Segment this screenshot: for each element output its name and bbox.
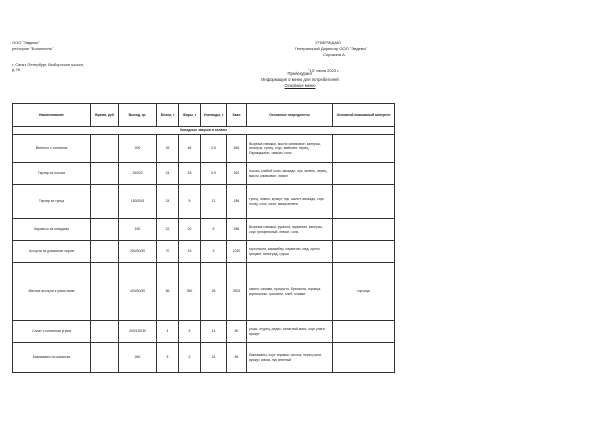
cell-weight: 150 bbox=[119, 219, 157, 241]
cell-price bbox=[91, 219, 119, 241]
approval-date: "15" июня 2023 г. bbox=[308, 68, 340, 73]
title-line-3: Основное меню bbox=[284, 83, 316, 88]
cell-weight: 150/20 bbox=[119, 163, 157, 185]
cell-f: 5 bbox=[179, 321, 201, 343]
cell-c: 0.5 bbox=[201, 135, 227, 163]
title-line-2: Информация о меню для потребителей bbox=[261, 77, 339, 82]
cell-p: 24 bbox=[157, 163, 179, 185]
cell-f: 350 bbox=[179, 263, 201, 321]
cell-f: 46 bbox=[179, 135, 201, 163]
cell-price bbox=[91, 321, 119, 343]
header-left bbox=[12, 40, 53, 52]
table-row bbox=[13, 263, 395, 321]
table-row bbox=[13, 185, 395, 219]
cell-weight: 200/30/30 bbox=[119, 241, 157, 263]
cell-f: 5 bbox=[179, 185, 201, 219]
cell-kcal: 186 bbox=[227, 185, 247, 219]
table-row bbox=[13, 135, 395, 163]
cell-price bbox=[91, 185, 119, 219]
cell-ingr: горгонзола, камамбер, пармезан, мед, орехи грецкие, виноград, груша bbox=[247, 241, 333, 263]
cell-weight: 150/20/5 bbox=[119, 185, 157, 219]
cell-allergen bbox=[333, 219, 395, 241]
cell-p: 66 bbox=[157, 263, 179, 321]
cell-kcal: 545 bbox=[227, 135, 247, 163]
approver-position: Генеральный Директор ООО "Эвдемо" bbox=[295, 46, 368, 51]
table-row bbox=[13, 343, 395, 373]
col-header: Углеводы, г bbox=[201, 104, 227, 127]
table-row bbox=[13, 219, 395, 241]
table-row bbox=[13, 163, 395, 185]
title-line-1: Прейскурант bbox=[287, 71, 313, 76]
approver-name: Сорокина А. bbox=[323, 52, 346, 57]
cell-name: Вителло с тоннатом bbox=[13, 135, 91, 163]
cell-c: 0.5 bbox=[201, 163, 227, 185]
table-header-row bbox=[13, 104, 395, 127]
col-header: Основной возможный аллерген bbox=[333, 104, 395, 127]
cell-f: 20 bbox=[179, 219, 201, 241]
cell-c: 14 bbox=[201, 321, 227, 343]
cell-price bbox=[91, 263, 119, 321]
cell-c: 5 bbox=[201, 219, 227, 241]
cell-allergen bbox=[333, 241, 395, 263]
cell-allergen bbox=[333, 321, 395, 343]
cell-f: 3 bbox=[179, 343, 201, 373]
cell-ingr: Вырезка говяжья, масло оливковое, каперсы, анчоусы, тунец, соус, майонез, перец, Пармиджано, тимьян, соль bbox=[247, 135, 333, 163]
table-row bbox=[13, 241, 395, 263]
menu-table bbox=[12, 103, 395, 373]
cell-ingr: хамон, салями, прошутто, бресаола, горчица, корнишоны, гриссини, хлеб, оливки bbox=[247, 263, 333, 321]
cell-ingr: баклажаны, соус терияки, чеснок, перец чили, кунжут, кинза, лук зеленый bbox=[247, 343, 333, 373]
col-header: Наименование bbox=[13, 104, 91, 127]
table-body bbox=[13, 135, 395, 373]
cell-c: 12 bbox=[201, 185, 227, 219]
cell-p: 4 bbox=[157, 321, 179, 343]
cell-p: 24 bbox=[157, 185, 179, 219]
cell-allergen bbox=[333, 343, 395, 373]
cell-allergen bbox=[333, 135, 395, 163]
cell-name: Тартар из тунца bbox=[13, 185, 91, 219]
cell-ingr: лосось слабой соли, авокадо, лук, зелень, перец, масло оливковое, лимон bbox=[247, 163, 333, 185]
cell-c: 24 bbox=[201, 343, 227, 373]
cell-p: 22 bbox=[157, 219, 179, 241]
cell-allergen bbox=[333, 163, 395, 185]
col-header: Ккал bbox=[227, 104, 247, 127]
cell-price bbox=[91, 241, 119, 263]
restaurant-name: ресторан "Бопионель" bbox=[12, 46, 54, 51]
cell-kcal: 65 bbox=[227, 343, 247, 373]
document-title bbox=[0, 71, 600, 89]
cell-price bbox=[91, 163, 119, 185]
cell-name: Салат с копченым угрем bbox=[13, 321, 91, 343]
cell-weight: 420/30/30 bbox=[119, 263, 157, 321]
cell-ingr: угорь, огурец, редис, салатный микс, соус унаги, кунжут bbox=[247, 321, 333, 343]
cell-weight: 200 bbox=[119, 135, 157, 163]
cell-name: Карпаччо из говядины bbox=[13, 219, 91, 241]
cell-kcal: 80 bbox=[227, 321, 247, 343]
col-header: Жиры, г bbox=[179, 104, 201, 127]
cell-allergen: горчица bbox=[333, 263, 395, 321]
table-row bbox=[13, 321, 395, 343]
address-line: г. Санкт-Петербург, Выборгское шоссе, bbox=[12, 62, 85, 67]
cell-f: 43 bbox=[179, 241, 201, 263]
col-header: Выход, гр. bbox=[119, 104, 157, 127]
cell-weight: 200/120/30 bbox=[119, 321, 157, 343]
cell-allergen bbox=[333, 185, 395, 219]
col-header: Белки, г bbox=[157, 104, 179, 127]
address-line-2: д.78 bbox=[12, 67, 20, 72]
cell-weight: 260 bbox=[119, 343, 157, 373]
cell-name: Ассорти из домашних сыров bbox=[13, 241, 91, 263]
cell-price bbox=[91, 343, 119, 373]
cell-c: 25 bbox=[201, 263, 227, 321]
cell-kcal: 286 bbox=[227, 219, 247, 241]
approval-block bbox=[295, 40, 367, 58]
cell-ingr: Вырезка говяжья, руккола, пармезан, каперсы, соус трюфельный, лимон, соль bbox=[247, 219, 333, 241]
cell-name: Тартар из лосося bbox=[13, 163, 91, 185]
cell-c: 3 bbox=[201, 241, 227, 263]
cell-name: Баклажаны по-азиатски bbox=[13, 343, 91, 373]
approve-label: УТВЕРЖДАЮ bbox=[315, 40, 342, 45]
cell-kcal: 1020 bbox=[227, 241, 247, 263]
cell-price bbox=[91, 135, 119, 163]
cell-f: 18 bbox=[179, 163, 201, 185]
cell-kcal: 262 bbox=[227, 163, 247, 185]
cell-name: Мясное ассорти к гриль-вине bbox=[13, 263, 91, 321]
col-header: Основные ингредиенты bbox=[247, 104, 333, 127]
cell-p: 26 bbox=[157, 135, 179, 163]
col-header: Время, руб bbox=[91, 104, 119, 127]
section-row bbox=[13, 127, 395, 135]
cell-p: 70 bbox=[157, 241, 179, 263]
cell-ingr: тунец, лимон, кунжут, лук, шалот, авокадо, соус понзу, соль, чили, микрозелень bbox=[247, 185, 333, 219]
section-title: Холодные закуски и салаты bbox=[13, 127, 395, 135]
cell-kcal: 3923 bbox=[227, 263, 247, 321]
cell-p: 5 bbox=[157, 343, 179, 373]
org-name: ООО "Эвдемо" bbox=[12, 40, 40, 45]
